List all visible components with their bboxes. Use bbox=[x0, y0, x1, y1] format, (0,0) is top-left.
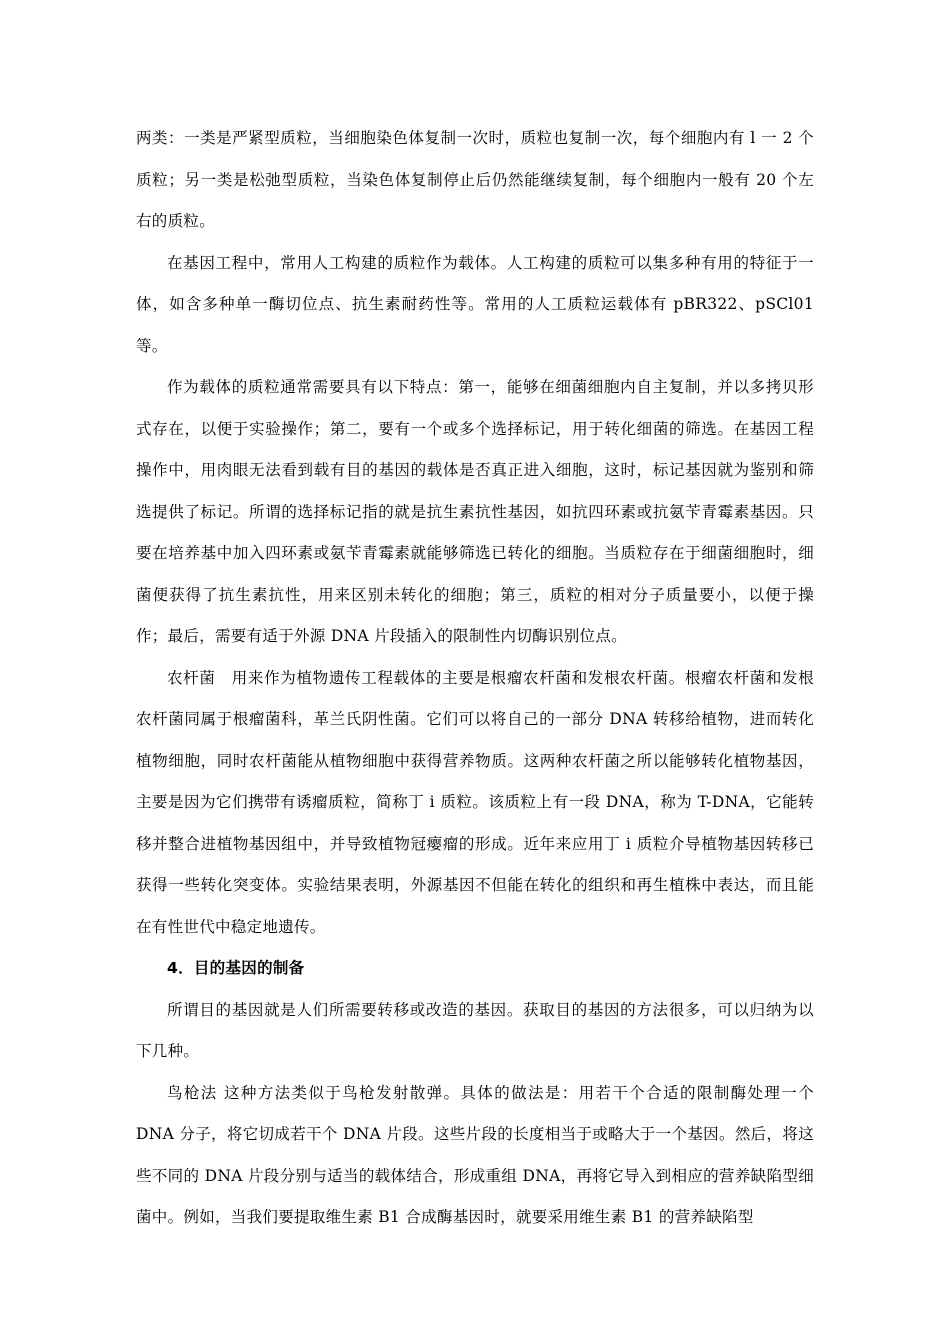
paragraph-target-gene: 所谓目的基因就是人们所需要转移或改造的基因。获取目的基因的方法很多，可以归纳为以下几种。 bbox=[136, 1000, 814, 1060]
paragraph-plasmid-types: 两类：一类是严紧型质粒，当细胞染色体复制一次时，质粒也复制一次，每个细胞内有 l 一 2 个质粒；另一类是松弛型质粒，当染色体复制停止后仍然能继续复制，每个细胞内一般有 20 个左右的质粒。 bbox=[136, 129, 814, 230]
paragraph-artificial-plasmid: 在基因工程中，常用人工构建的质粒作为载体。人工构建的质粒可以集多种有用的特征于一体，如含多种单一酶切位点、抗生素耐药性等。常用的人工质粒运载体有 pBR322、pSCl01 等。 bbox=[136, 253, 814, 355]
paragraph-vector-features: 作为载体的质粒通常需要具有以下特点：第一，能够在细菌细胞内自主复制，并以多拷贝形式存在，以便于实验操作；第二，要有一个或多个选择标记，用于转化细菌的筛选。在基因工程操作中，用肉眼无法看到载有目的基因的载体是否真正进入细胞，这时，标记基因就为鉴别和筛选提供了标记。所谓的选择标记指的就是抗生素抗性基因，如抗四环素或抗氨苄青霉素基因。只要在培养基中加入四环素或氨苄青霉素就能够筛选已转化的细胞。当质粒存在于细菌细胞时，细菌便获得了抗生素抗性，用来区别未转化的细胞；第三，质粒的相对分子质量要小，以便于操作；最后，需要有适于外源 DNA 片段插入的限制性内切酶识别位点。 bbox=[136, 378, 814, 645]
section-heading: 4．目的基因的制备 bbox=[167, 959, 305, 977]
paragraph-shotgun-method: 鸟枪法 这种方法类似于鸟枪发射散弹。具体的做法是：用若干个合适的限制酶处理一个 DNA 分子，将它切成若干个 DNA 片段。这些片段的长度相当于或略大于一个基因。然后，将这些不同的 DNA 片段分别与适当的载体结合，形成重组 DNA，再将它导入到相应的营养缺陷型细菌中。例如，当我们要提取维生素 B1 合成酶基因时，就要采用维生素 B1 的营养缺陷型 bbox=[136, 1083, 814, 1226]
paragraph-agrobacterium: 农杆菌 用来作为植物遗传工程载体的主要是根瘤农杆菌和发根农杆菌。根瘤农杆菌和发根农杆菌同属于根瘤菌科，革兰氏阴性菌。它们可以将自己的一部分 DNA 转移给植物，进而转化植物细胞，同时农杆菌能从植物细胞中获得营养物质。这两种农杆菌之所以能够转化植物基因，主要是因为它们携带有诱瘤质粒，简称丁 i 质粒。该质粒上有一段 DNA，称为 T-DNA，它能转移并整合进植物基因组中，并导致植物冠瘿瘤的形成。近年来应用丁 i 质粒介导植物基因转移已获得一些转化突变体。实验结果表明，外源基因不但能在转化的组织和再生植株中表达，而且能在有性世代中稳定地遗传。 bbox=[136, 668, 814, 936]
